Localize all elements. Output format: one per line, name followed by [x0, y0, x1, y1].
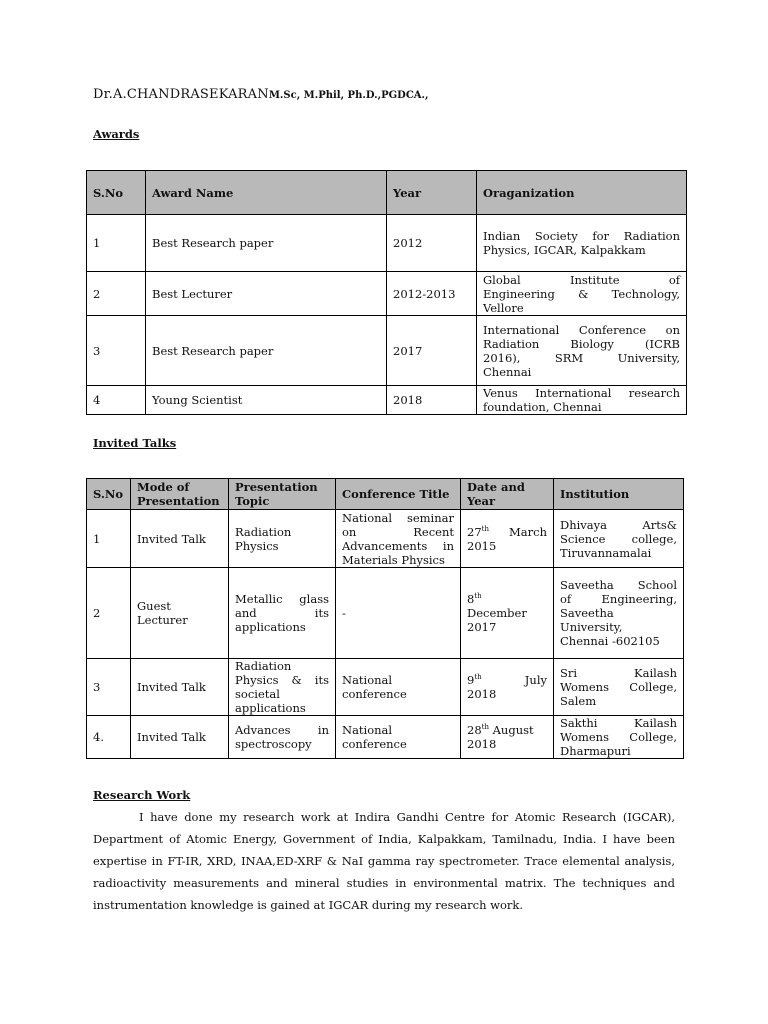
- talk-sno: 1: [87, 510, 131, 568]
- talk-topic: Metallic glass and its applications: [229, 568, 336, 659]
- author-degrees: M.Sc, M.Phil, Ph.D.,PGDCA.,: [268, 90, 429, 101]
- award-sno: 4: [87, 386, 146, 415]
- invited-talks-heading: Invited Talks: [93, 436, 177, 450]
- award-year: 2017: [387, 316, 477, 386]
- talks-col-institution: Institution: [554, 479, 684, 510]
- talks-col-conference: Conference Title: [336, 479, 461, 510]
- awards-header-row: [87, 171, 687, 215]
- award-year: 2012: [387, 215, 477, 272]
- award-name: Best Research paper: [146, 316, 387, 386]
- table-row: [87, 510, 684, 568]
- talk-institution: Sri Kailash Womens College, Salem: [554, 659, 684, 716]
- table-row: [87, 215, 687, 272]
- talk-institution: Saveetha School of Engineering, Saveetha University, Chennai -602105: [554, 568, 684, 659]
- talk-date: 28th August 2018: [461, 716, 554, 759]
- talk-date: 8th December 2017: [461, 568, 554, 659]
- talk-mode: Invited Talk: [131, 716, 229, 759]
- talks-col-mode: Mode of Presentation: [131, 479, 229, 510]
- talks-header-row: [87, 479, 684, 510]
- awards-col-year: Year: [387, 171, 477, 215]
- talk-sno: 2: [87, 568, 131, 659]
- talk-mode: Guest Lecturer: [131, 568, 229, 659]
- table-row: [87, 272, 687, 316]
- award-year: 2018: [387, 386, 477, 415]
- award-sno: 3: [87, 316, 146, 386]
- talk-sno: 4.: [87, 716, 131, 759]
- award-year: 2012-2013: [387, 272, 477, 316]
- author-name: Dr.A.CHANDRASEKARAN: [93, 87, 269, 102]
- award-org: Indian Society for Radiation Physics, IGCAR, Kalpakkam: [477, 215, 687, 272]
- award-org: Venus International research foundation, Chennai: [477, 386, 687, 415]
- table-row: [87, 659, 684, 716]
- awards-table: [86, 170, 687, 415]
- award-org: Global Institute of Engineering & Technology, Vellore: [477, 272, 687, 316]
- talk-mode: Invited Talk: [131, 510, 229, 568]
- talk-mode: Invited Talk: [131, 659, 229, 716]
- talk-topic: Radiation Physics & its societal applications: [229, 659, 336, 716]
- table-row: [87, 386, 687, 415]
- research-work-heading: Research Work: [93, 788, 191, 802]
- talk-date: 27th March 2015: [461, 510, 554, 568]
- awards-col-sno: S.No: [87, 171, 146, 215]
- award-name: Best Research paper: [146, 215, 387, 272]
- talk-conference: National conference: [336, 716, 461, 759]
- talk-institution: Dhivaya Arts& Science college, Tiruvannamalai: [554, 510, 684, 568]
- research-paragraph: I have done my research work at Indira Gandhi Centre for Atomic Research (IGCAR), Department of Atomic Energy, Government of India, Kalpakkam, Tamilnadu, India. I have been expertise in FT-IR, XRD, INAA,ED-XRF & NaI gamma ray spectrometer. Trace elemental analysis, radioactivity measurements and mineral studies in environmental matrix. The techniques and instrumentation knowledge is gained at IGCAR during my research work.: [93, 810, 675, 912]
- awards-col-name: Award Name: [146, 171, 387, 215]
- talk-institution: Sakthi Kailash Womens College, Dharmapuri: [554, 716, 684, 759]
- award-org: International Conference on Radiation Biology (ICRB 2016), SRM University, Chennai: [477, 316, 687, 386]
- invited-talks-table: [86, 478, 684, 759]
- table-row: [87, 316, 687, 386]
- talks-col-sno: S.No: [87, 479, 131, 510]
- author-name-line: [93, 83, 429, 102]
- talk-topic: Radiation Physics: [229, 510, 336, 568]
- award-name: Best Lecturer: [146, 272, 387, 316]
- talks-col-topic: Presentation Topic: [229, 479, 336, 510]
- talk-conference: -: [336, 568, 461, 659]
- award-sno: 1: [87, 215, 146, 272]
- award-name: Young Scientist: [146, 386, 387, 415]
- talk-topic: Advances in spectroscopy: [229, 716, 336, 759]
- talks-col-date: Date and Year: [461, 479, 554, 510]
- talk-sno: 3: [87, 659, 131, 716]
- awards-col-org: Oraganization: [477, 171, 687, 215]
- award-sno: 2: [87, 272, 146, 316]
- talk-conference: National conference: [336, 659, 461, 716]
- awards-heading: Awards: [93, 127, 140, 141]
- talk-conference: National seminar on Recent Advancements in Materials Physics: [336, 510, 461, 568]
- talk-date: 9th July 2018: [461, 659, 554, 716]
- table-row: [87, 568, 684, 659]
- table-row: [87, 716, 684, 759]
